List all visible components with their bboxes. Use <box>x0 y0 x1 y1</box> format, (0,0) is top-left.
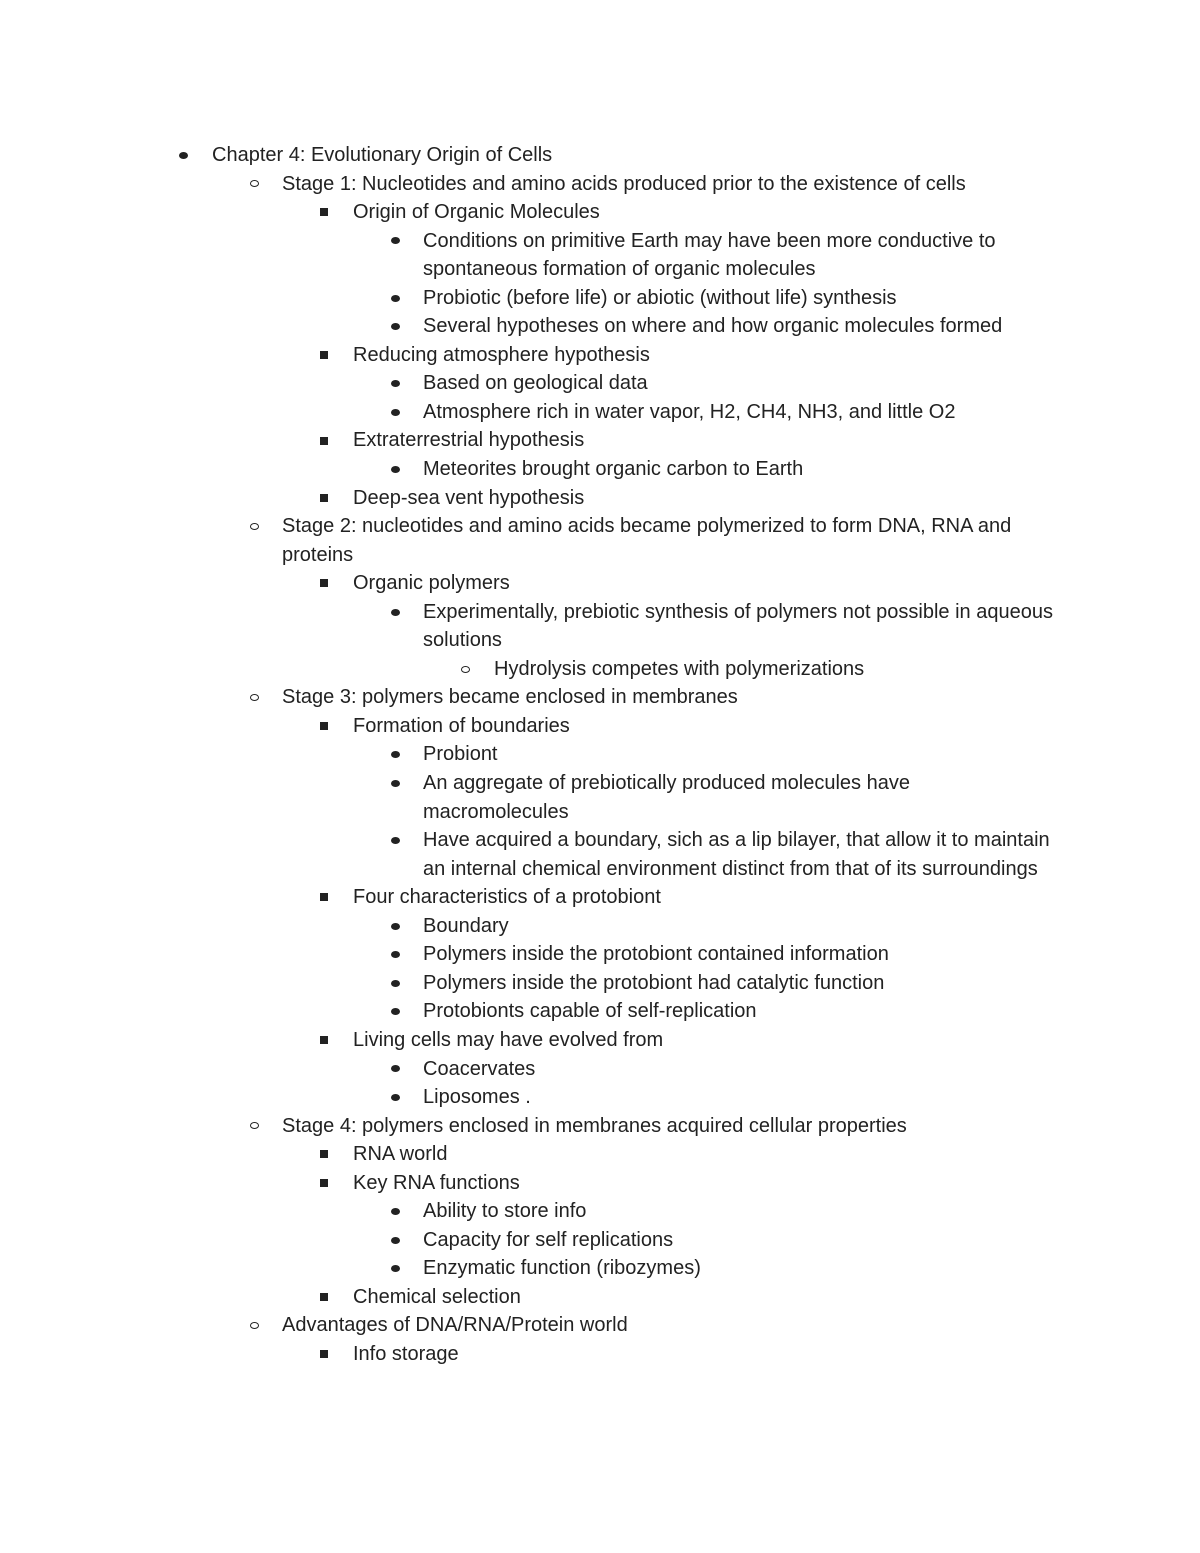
outline-item-level-4 <box>0 1254 1053 1283</box>
disc-bullet-icon <box>388 940 402 969</box>
disc-bullet-icon <box>388 997 402 1026</box>
disc-bullet-icon <box>388 1226 402 1255</box>
disc-bullet-icon <box>388 455 402 484</box>
outline-item-text: Deep-sea vent hypothesis <box>353 486 585 509</box>
outline-item-text: Boundary <box>423 914 509 937</box>
outline-item-level-4 <box>0 912 1053 941</box>
outline-item-text: Stage 2: nucleotides and amino acids became polymerized to form DNA, RNA and proteins <box>282 515 1012 566</box>
outline-item-level-4 <box>0 740 1053 769</box>
square-bullet-icon <box>317 198 331 227</box>
outline-item-text: Stage 3: polymers became enclosed in membranes <box>282 686 738 709</box>
outline-item-level-4 <box>0 826 1053 883</box>
outline-item-level-3 <box>0 1340 1053 1369</box>
outline-item-level-3 <box>0 341 1053 370</box>
outline-item-text: Coacervates <box>423 1057 536 1080</box>
outline-item-text: Origin of Organic Molecules <box>353 201 600 224</box>
circle-bullet-icon <box>247 1112 261 1141</box>
disc-bullet-icon <box>388 740 402 769</box>
disc-bullet-icon <box>388 969 402 998</box>
outline-item-level-3 <box>0 1026 1053 1055</box>
outline-item-text: RNA world <box>353 1143 448 1166</box>
outline-item-level-4 <box>0 969 1053 998</box>
outline-item-level-2 <box>0 683 1052 712</box>
square-bullet-icon <box>317 1169 331 1198</box>
outline-item-text: Reducing atmosphere hypothesis <box>353 343 650 366</box>
disc-bullet-icon <box>388 1055 402 1084</box>
outline-item-level-4 <box>0 598 1053 655</box>
outline-item-text: Polymers inside the protobiont had catalytic function <box>423 971 885 994</box>
outline-item-text: Enzymatic function (ribozymes) <box>423 1257 701 1280</box>
outline-item-text: Atmosphere rich in water vapor, H2, CH4, NH3, and little O2 <box>423 400 956 423</box>
disc-bullet-icon <box>388 826 402 855</box>
square-bullet-icon <box>317 341 331 370</box>
circle-bullet-icon <box>247 683 261 712</box>
outline-item-level-4 <box>0 312 1053 341</box>
outline-item-level-4 <box>0 997 1053 1026</box>
square-bullet-icon <box>317 1140 331 1169</box>
outline-item-text: Extraterrestrial hypothesis <box>353 429 585 452</box>
circle-bullet-icon <box>247 512 261 541</box>
outline-item-text: Probiotic (before life) or abiotic (without life) synthesis <box>423 286 897 309</box>
outline-item-text: Probiont <box>423 743 498 766</box>
square-bullet-icon <box>317 426 331 455</box>
square-bullet-icon <box>317 484 331 513</box>
circle-bullet-icon <box>247 170 261 199</box>
outline-item-text: Based on geological data <box>423 372 648 395</box>
outline-item-text: Chapter 4: Evolutionary Origin of Cells <box>212 144 553 166</box>
outline-item-level-3 <box>0 198 1053 227</box>
outline-item-level-4 <box>0 1226 1053 1255</box>
bulleted-outline <box>0 141 1200 1369</box>
disc-bullet-icon <box>176 141 190 170</box>
outline-item-text: Formation of boundaries <box>353 714 570 737</box>
outline-item-text: Stage 4: polymers enclosed in membranes acquired cellular properties <box>282 1114 907 1137</box>
outline-item-level-4 <box>0 455 1053 484</box>
outline-item-level-2 <box>0 170 1052 199</box>
square-bullet-icon <box>317 712 331 741</box>
outline-item-level-4 <box>0 1055 1053 1084</box>
outline-item-text: Living cells may have evolved from <box>353 1028 664 1051</box>
outline-item-level-3 <box>0 569 1053 598</box>
disc-bullet-icon <box>388 1083 402 1112</box>
outline-item-text: Info storage <box>353 1342 459 1365</box>
circle-bullet-icon <box>458 655 472 684</box>
outline-item-text: Conditions on primitive Earth may have been more conductive to spontaneous formation of organic molecules <box>423 229 996 281</box>
outline-item-text: Liposomes . <box>423 1086 531 1109</box>
disc-bullet-icon <box>388 398 402 427</box>
outline-item-text: Four characteristics of a protobiont <box>353 886 661 909</box>
disc-bullet-icon <box>388 284 402 313</box>
outline-item-text: Key RNA functions <box>353 1171 520 1194</box>
square-bullet-icon <box>317 1026 331 1055</box>
outline-item-level-4 <box>0 1197 1053 1226</box>
outline-item-text: Polymers inside the protobiont contained information <box>423 943 889 966</box>
outline-item-text: Stage 1: Nucleotides and amino acids produced prior to the existence of cells <box>282 172 966 195</box>
outline-item-level-4 <box>0 284 1053 313</box>
outline-item-text: Organic polymers <box>353 572 510 595</box>
outline-item-level-3 <box>0 1140 1053 1169</box>
disc-bullet-icon <box>388 912 402 941</box>
outline-item-text: Advantages of DNA/RNA/Protein world <box>282 1314 628 1337</box>
outline-item-level-4 <box>0 1083 1053 1112</box>
outline-item-level-4 <box>0 369 1053 398</box>
disc-bullet-icon <box>388 312 402 341</box>
outline-item-text: Several hypotheses on where and how organic molecules formed <box>423 315 1003 338</box>
outline-item-level-2 <box>0 1311 1052 1340</box>
disc-bullet-icon <box>388 1197 402 1226</box>
square-bullet-icon <box>317 883 331 912</box>
outline-item-text: Meteorites brought organic carbon to Earth <box>423 458 804 481</box>
outline-item-level-3 <box>0 1283 1053 1312</box>
outline-item-level-5 <box>0 655 1054 684</box>
circle-bullet-icon <box>247 1311 261 1340</box>
outline-item-text: Hydrolysis competes with polymerizations <box>494 657 865 680</box>
outline-item-level-3 <box>0 712 1053 741</box>
outline-item-level-4 <box>0 940 1053 969</box>
outline-item-level-1 <box>0 141 1062 170</box>
disc-bullet-icon <box>388 369 402 398</box>
outline-item-text: An aggregate of prebiotically produced molecules have macromolecules <box>423 772 910 823</box>
square-bullet-icon <box>317 1283 331 1312</box>
outline-item-text: Ability to store info <box>423 1200 587 1223</box>
square-bullet-icon <box>317 569 331 598</box>
outline-item-text: Have acquired a boundary, sich as a lip bilayer, that allow it to maintain an internal chemical environment distinct from that of its surroundings <box>423 829 1050 880</box>
outline-item-text: Experimentally, prebiotic synthesis of polymers not possible in aqueous solutions <box>423 600 1053 652</box>
outline-item-text: Chemical selection <box>353 1285 521 1308</box>
outline-item-level-3 <box>0 484 1053 513</box>
outline-item-text: Protobionts capable of self-replication <box>423 1000 757 1023</box>
outline-item-level-2 <box>0 1112 1052 1141</box>
disc-bullet-icon <box>388 227 402 256</box>
outline-item-level-3 <box>0 1169 1053 1198</box>
disc-bullet-icon <box>388 598 402 627</box>
outline-item-level-4 <box>0 227 1053 284</box>
outline-item-level-3 <box>0 883 1053 912</box>
square-bullet-icon <box>317 1340 331 1369</box>
outline-item-level-2 <box>0 512 1052 569</box>
disc-bullet-icon <box>388 769 402 798</box>
outline-item-level-4 <box>0 769 1053 826</box>
outline-item-level-4 <box>0 398 1053 427</box>
outline-item-text: Capacity for self replications <box>423 1228 674 1251</box>
outline-item-level-3 <box>0 426 1053 455</box>
disc-bullet-icon <box>388 1254 402 1283</box>
